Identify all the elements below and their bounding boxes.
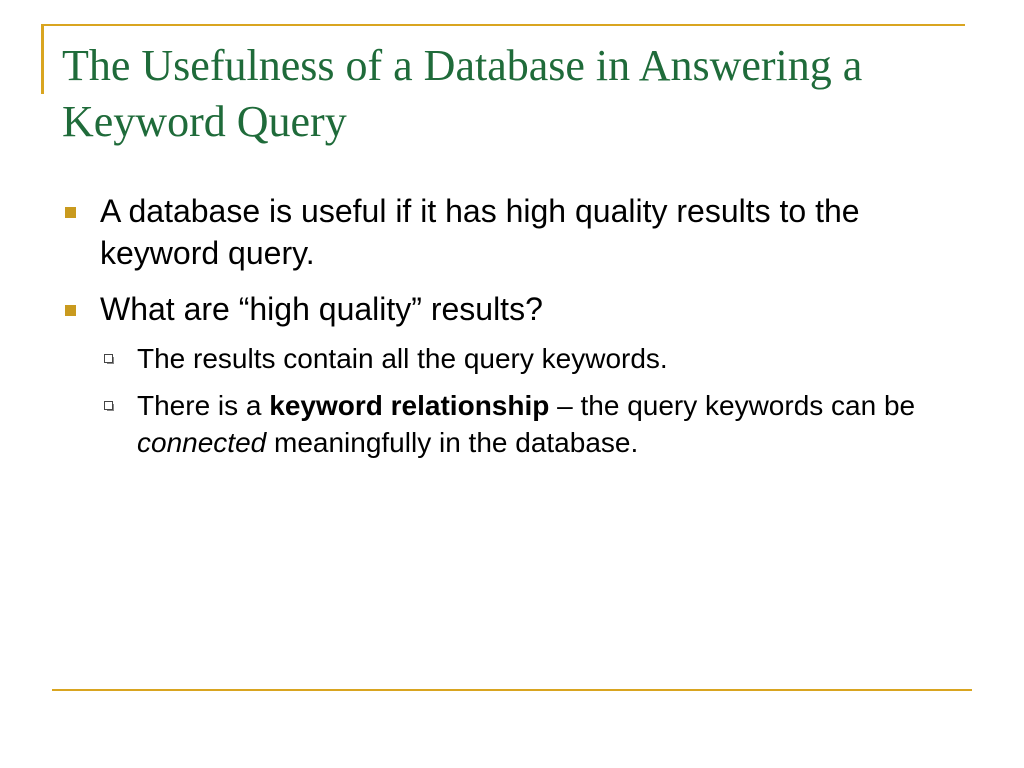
emphasis-connected: connected (137, 427, 267, 458)
bullet-item (62, 190, 942, 274)
hollow-square-bullet-icon (104, 401, 113, 410)
sub-bullet-text-mid: – the query keywords can be (549, 390, 916, 421)
sub-bullet-item (100, 387, 942, 461)
bullet-text: A database is useful if it has high quality results to the keyword query. (100, 193, 860, 271)
square-bullet-icon (65, 305, 76, 316)
emphasis-keyword-relationship: keyword relationship (269, 390, 550, 421)
square-bullet-icon (65, 207, 76, 218)
sub-bullet-text: The results contain all the query keywords. (137, 343, 668, 374)
sub-bullet-text-pre: There is a (137, 390, 270, 421)
frame-top-rule (41, 24, 965, 26)
sub-bullet-text-post: meaningfully in the database. (266, 427, 639, 458)
sub-bullet-item (100, 340, 942, 377)
bullet-item (62, 288, 942, 461)
frame-left-rule (41, 24, 44, 94)
bullet-list (62, 190, 942, 475)
slide-title: The Usefulness of a Database in Answering a Keyword Query (62, 41, 863, 146)
frame-bottom-rule (52, 689, 972, 691)
sub-bullet-list (100, 340, 942, 461)
hollow-square-bullet-icon (104, 354, 113, 363)
bullet-text: What are “high quality” results? (100, 291, 543, 327)
